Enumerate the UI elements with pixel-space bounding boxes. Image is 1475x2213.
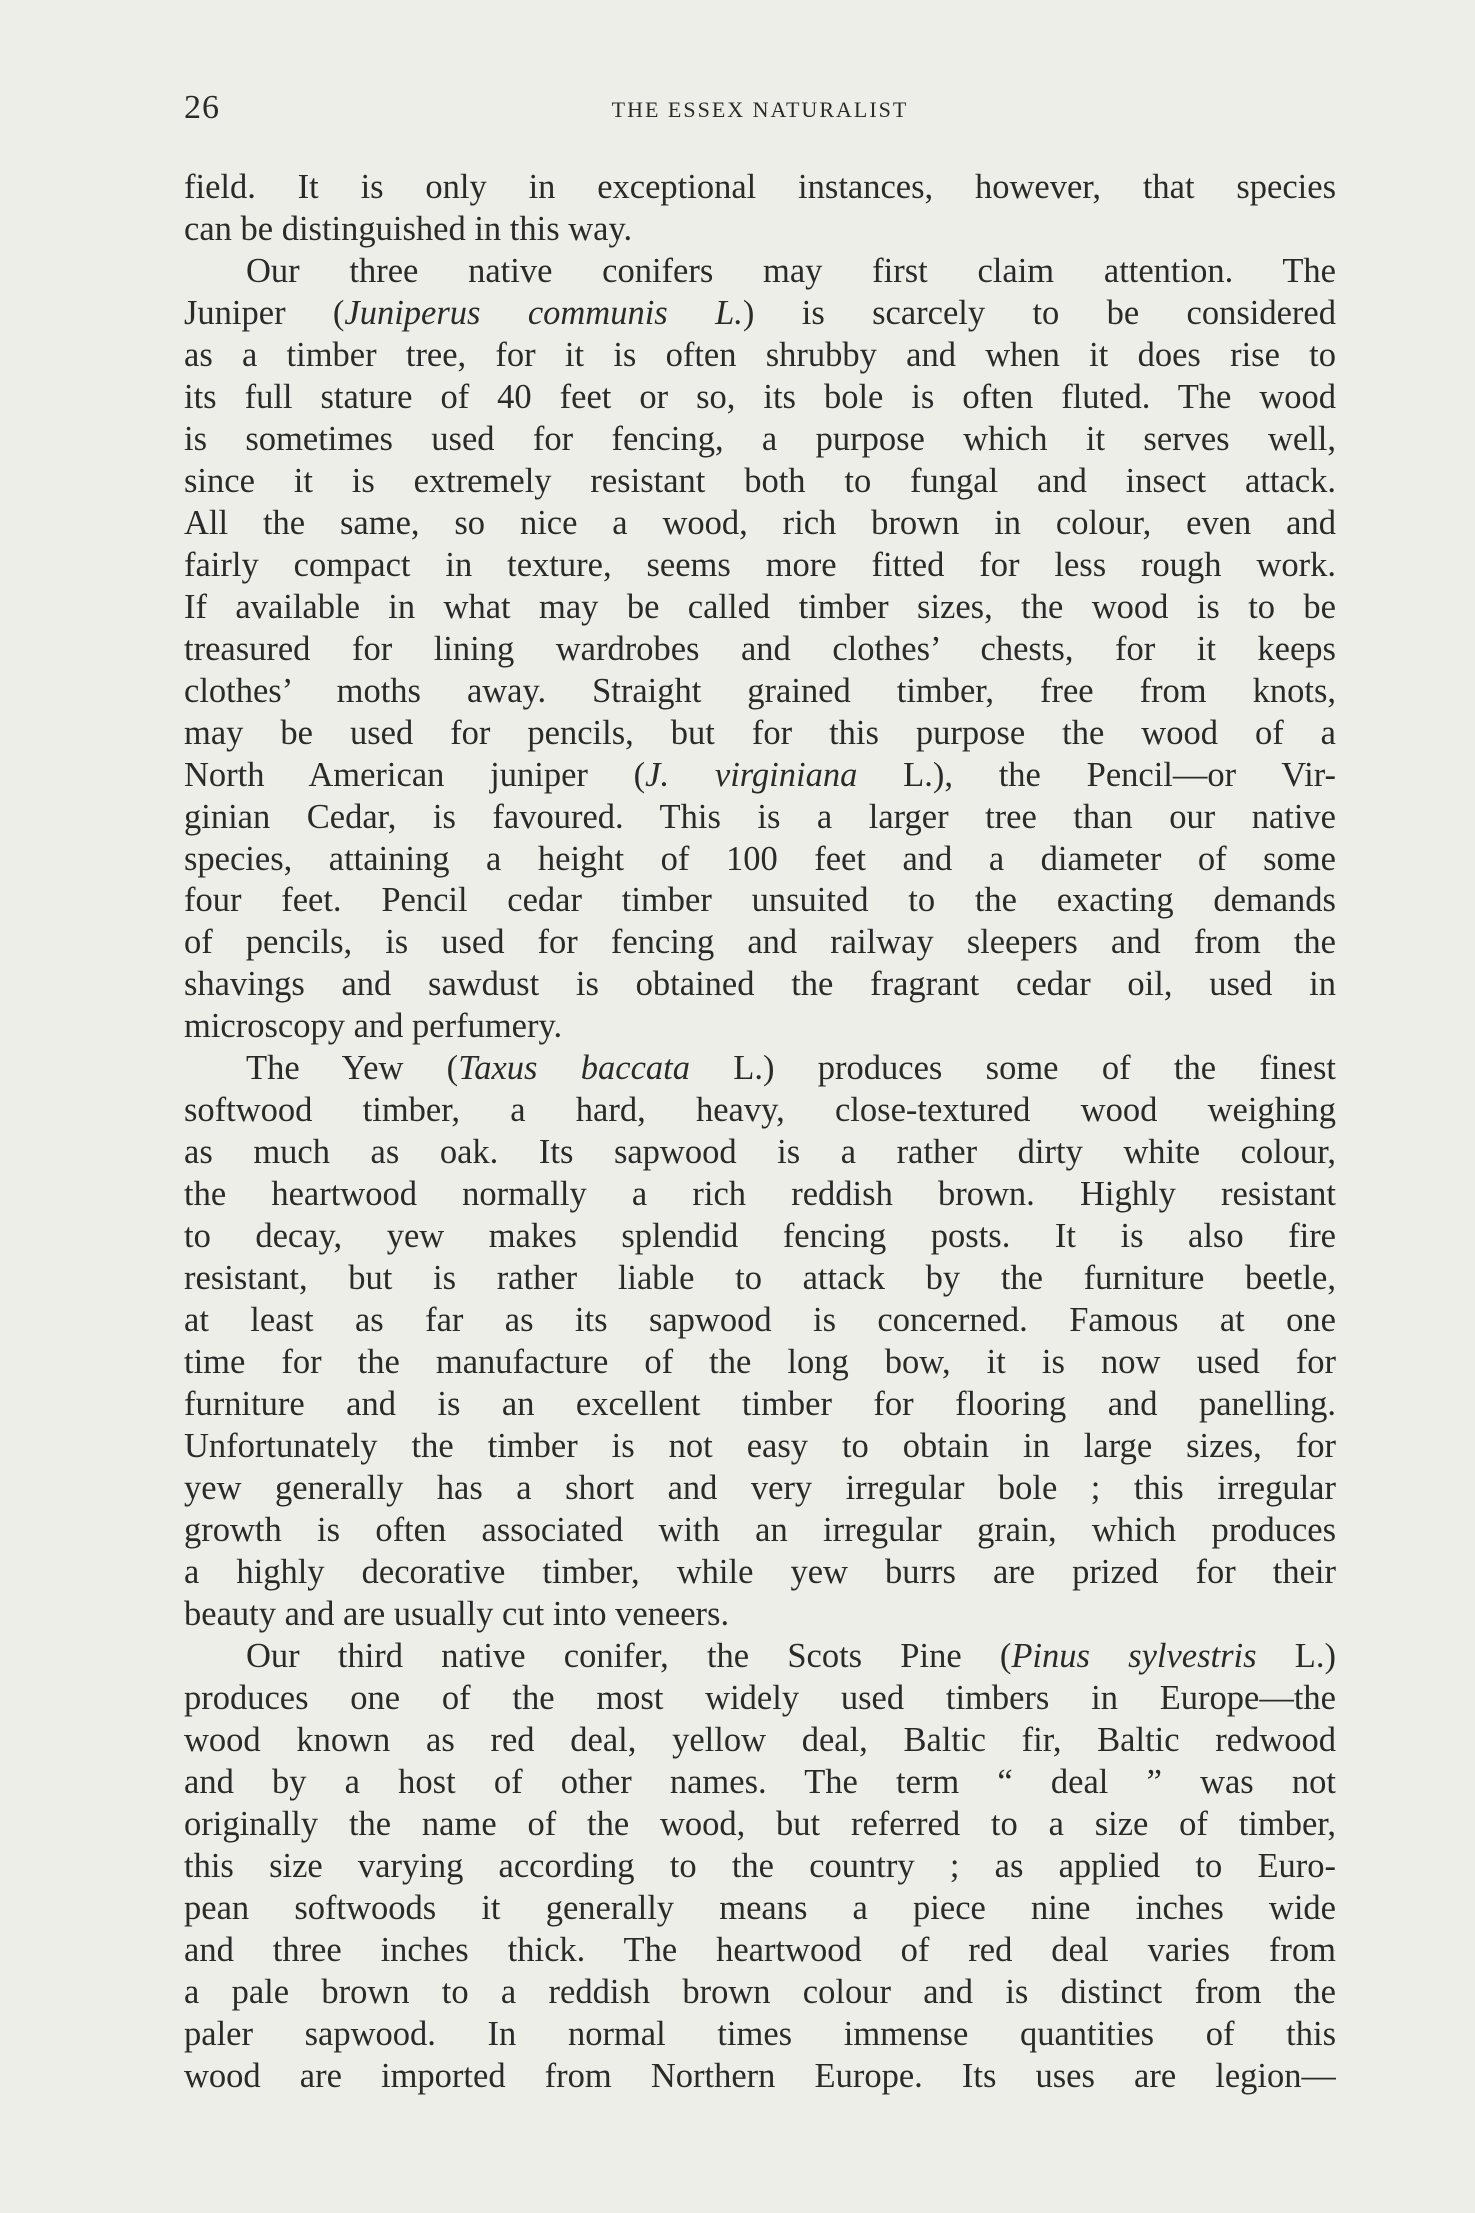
text-line: Juniper (Juniperus communis L.) is scarcely to be considered xyxy=(184,293,1336,332)
text-line: pean softwoods it generally means a piece nine inches wide xyxy=(184,1888,1336,1927)
text-line: a pale brown to a reddish brown colour and is distinct from the xyxy=(184,1972,1336,2011)
text-line: North American juniper (J. virginiana L.), the Pencil—or Vir- xyxy=(184,755,1336,794)
text-line: of pencils, is used for fencing and railway sleepers and from the xyxy=(184,923,1336,962)
text-line: wood are imported from Northern Europe. Its uses are legion— xyxy=(184,2056,1336,2095)
text-line: Our three native conifers may first claim attention. The xyxy=(246,251,1336,290)
text-line: clothes’ moths away. Straight grained timber, free from knots, xyxy=(184,671,1336,710)
text-line: is sometimes used for fencing, a purpose which it serves well, xyxy=(184,419,1336,458)
text-line: can be distinguished in this way. xyxy=(184,209,633,248)
text-line: produces one of the most widely used timbers in Europe—the xyxy=(184,1678,1336,1717)
text-line: species, attaining a height of 100 feet and a diameter of some xyxy=(184,839,1336,878)
text-line: The Yew (Taxus baccata L.) produces some of the finest xyxy=(246,1049,1336,1088)
text-line: Unfortunately the timber is not easy to obtain in large sizes, for xyxy=(184,1427,1336,1466)
text-line: If available in what may be called timber sizes, the wood is to be xyxy=(184,587,1336,626)
text-line: resistant, but is rather liable to attack by the furniture beetle, xyxy=(184,1259,1336,1298)
text-line: as much as oak. Its sapwood is a rather dirty white colour, xyxy=(184,1133,1336,1172)
text-line: four feet. Pencil cedar timber unsuited to the exacting demands xyxy=(184,881,1336,920)
text-line: originally the name of the wood, but referred to a size of timber, xyxy=(184,1804,1336,1843)
text-line: at least as far as its sapwood is concerned. Famous at one xyxy=(184,1301,1336,1340)
page-header xyxy=(184,88,1336,128)
text-line: paler sapwood. In normal times immense quantities of this xyxy=(184,2014,1336,2053)
text-line: beauty and are usually cut into veneers. xyxy=(184,1594,730,1633)
text-line: softwood timber, a hard, heavy, close-textured wood weighing xyxy=(184,1091,1336,1130)
text-line: yew generally has a short and very irregular bole ; this irregular xyxy=(184,1469,1336,1508)
text-line: microscopy and perfumery. xyxy=(184,1007,563,1046)
text-line: shavings and sawdust is obtained the fragrant cedar oil, used in xyxy=(184,965,1336,1004)
text-line: may be used for pencils, but for this purpose the wood of a xyxy=(184,713,1336,752)
text-line: since it is extremely resistant both to fungal and insect attack. xyxy=(184,461,1336,500)
page-number: 26 xyxy=(184,89,220,126)
text-line: this size varying according to the country ; as applied to Euro- xyxy=(184,1846,1336,1885)
text-line: field. It is only in exceptional instances, however, that species xyxy=(184,168,1336,206)
body-text xyxy=(184,166,1336,2097)
text-line: the heartwood normally a rich reddish brown. Highly resistant xyxy=(184,1175,1336,1214)
text-line: a highly decorative timber, while yew burrs are prized for their xyxy=(184,1552,1336,1591)
text-line: All the same, so nice a wood, rich brown in colour, even and xyxy=(184,503,1336,542)
text-line: to decay, yew makes splendid fencing posts. It is also fire xyxy=(184,1217,1336,1256)
text-line: furniture and is an excellent timber for flooring and panelling. xyxy=(184,1385,1336,1424)
text-line: fairly compact in texture, seems more fitted for less rough work. xyxy=(184,545,1336,584)
text-line: time for the manufacture of the long bow, it is now used for xyxy=(184,1343,1336,1382)
text-line: Our third native conifer, the Scots Pine (Pinus sylvestris L.) xyxy=(246,1636,1336,1675)
text-line: treasured for lining wardrobes and clothes’ chests, for it keeps xyxy=(184,629,1336,668)
text-line: and three inches thick. The heartwood of red deal varies from xyxy=(184,1930,1336,1969)
text-line: growth is often associated with an irregular grain, which produces xyxy=(184,1511,1336,1549)
text-line: its full stature of 40 feet or so, its bole is often fluted. The wood xyxy=(184,377,1336,416)
text-line: and by a host of other names. The term “ deal ” was not xyxy=(184,1762,1336,1801)
text-line: as a timber tree, for it is often shrubby and when it does rise to xyxy=(184,335,1336,374)
text-line: wood known as red deal, yellow deal, Baltic fir, Baltic redwood xyxy=(184,1720,1336,1759)
text-line: ginian Cedar, is favoured. This is a larger tree than our native xyxy=(184,797,1336,836)
running-title: THE ESSEX NATURALIST xyxy=(611,97,909,122)
